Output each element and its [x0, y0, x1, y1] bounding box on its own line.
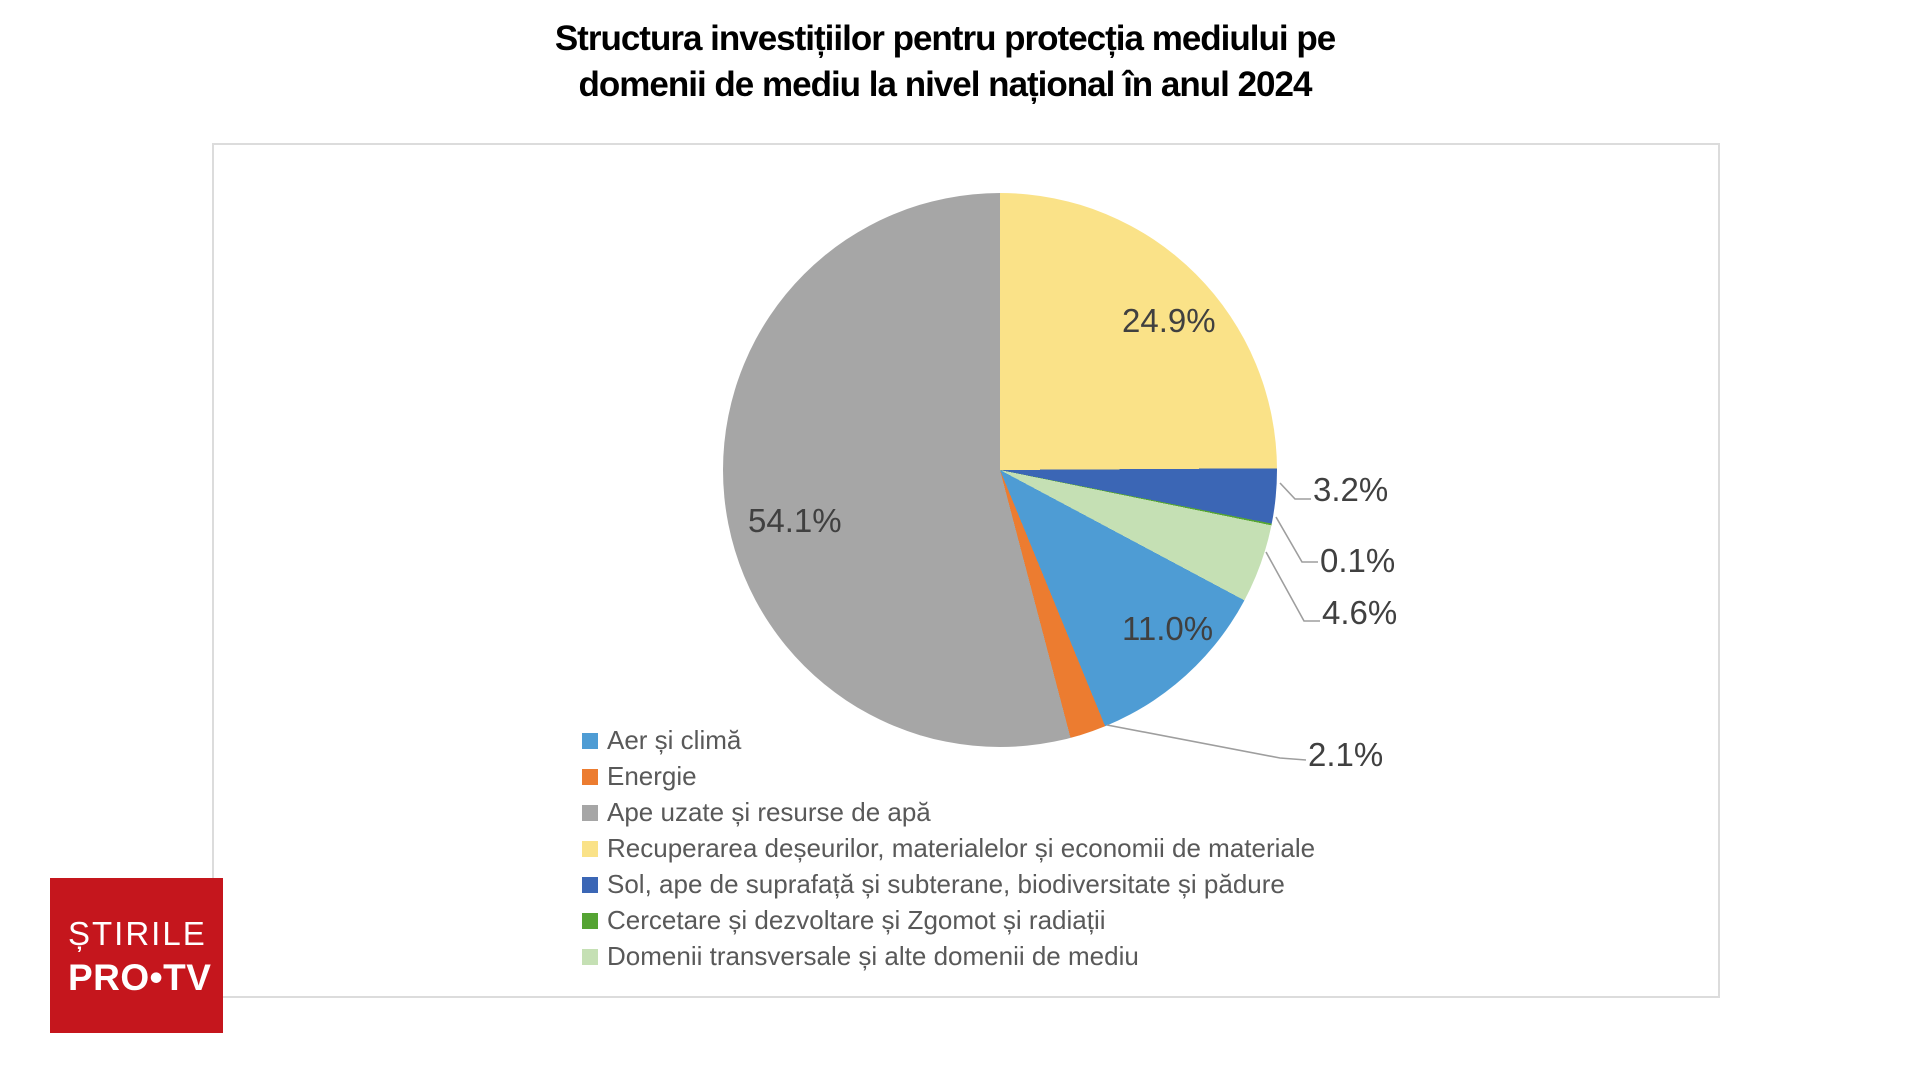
chart-title — [0, 16, 1890, 108]
legend-item-sol — [582, 871, 1315, 898]
legend-swatch-cercetare — [582, 913, 598, 929]
legend-label-energie: Energie — [607, 761, 697, 791]
legend-swatch-ape-uzate — [582, 805, 598, 821]
legend-swatch-recuperarea — [582, 841, 598, 857]
slice-label-domenii: 4.6% — [1322, 594, 1398, 631]
legend-item-ape-uzate — [582, 799, 1315, 826]
chart-title-line1: Structura investițiilor pentru protecția mediului pe — [554, 19, 1336, 58]
legend-label-recuperarea: Recuperarea deșeurilor, materialelor și economii de materiale — [607, 833, 1316, 863]
legend-swatch-energie — [582, 769, 598, 785]
legend-label-cercetare: Cercetare și dezvoltare și Zgomot și radiații — [607, 905, 1106, 935]
legend-swatch-sol — [582, 877, 598, 893]
legend-swatch-aer — [582, 733, 598, 749]
slice-label-energie: 2.1% — [1308, 736, 1384, 773]
legend-label-ape-uzate: Ape uzate și resurse de apă — [607, 797, 931, 827]
pie-chart — [723, 193, 1277, 747]
legend-item-energie — [582, 763, 1315, 790]
legend-item-cercetare — [582, 907, 1315, 934]
legend-label-aer: Aer și climă — [607, 725, 742, 755]
legend-label-sol: Sol, ape de suprafață și subterane, biodiversitate și pădure — [607, 869, 1285, 899]
legend-item-recuperarea — [582, 835, 1315, 862]
slice-label-aer: 11.0% — [1122, 610, 1214, 647]
slice-label-ape-uzate: 54.1% — [748, 502, 842, 539]
slice-label-sol: 3.2% — [1313, 471, 1389, 508]
legend-item-aer — [582, 727, 1315, 754]
legend-label-domenii: Domenii transversale și alte domenii de mediu — [607, 941, 1139, 971]
slice-label-recuperarea: 24.9% — [1122, 302, 1216, 339]
legend-swatch-domenii — [582, 949, 598, 965]
chart-title-line2: domenii de mediu la nivel național în anul 2024 — [578, 65, 1312, 104]
stirile-protv-logo — [50, 878, 223, 1033]
logo-text-protv: PRO•TV — [68, 957, 212, 998]
slice-label-cercetare: 0.1% — [1320, 542, 1396, 579]
legend — [582, 727, 1315, 979]
logo-text-stirile: ȘTIRILE — [68, 915, 207, 952]
legend-item-domenii — [582, 943, 1315, 970]
